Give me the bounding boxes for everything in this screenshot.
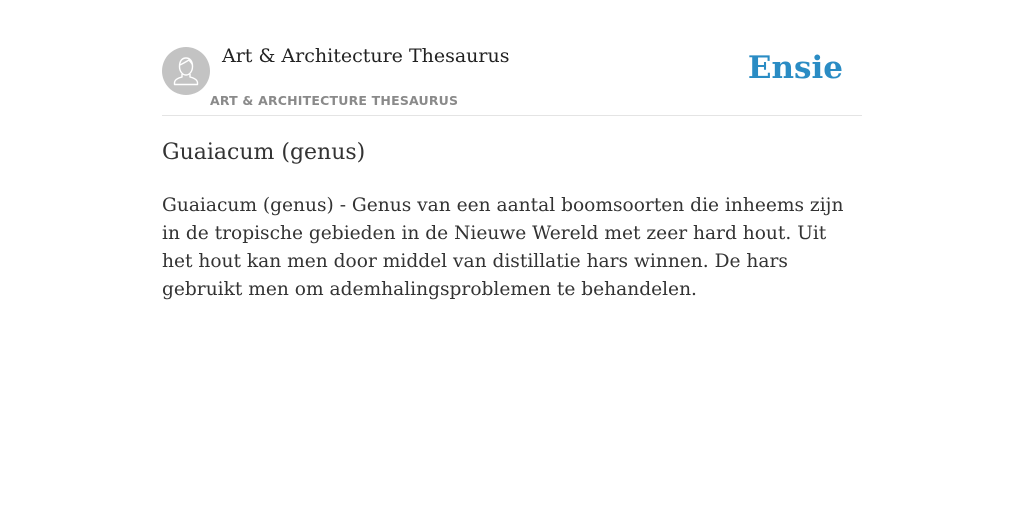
article-body: Guaiacum (genus) - Genus van een aantal boomsoorten die inheems zijn in de tropische gebieden in de Nieuwe Wereld met zeer hard hout. Uit het hout kan men door middel van distillatie hars winnen. De hars gebruikt men om ademhalingsproblemen te behandelen.	[162, 195, 844, 300]
page-title: Guaiacum (genus)	[162, 140, 366, 165]
author-name[interactable]: Art & Architecture Thesaurus	[222, 45, 510, 67]
page	[162, 0, 862, 300]
user-icon	[162, 47, 210, 95]
brand-logo[interactable]: Ensie	[747, 50, 843, 86]
header	[162, 0, 862, 116]
source-label[interactable]: ART & ARCHITECTURE THESAURUS	[210, 93, 459, 108]
avatar[interactable]	[162, 47, 210, 95]
